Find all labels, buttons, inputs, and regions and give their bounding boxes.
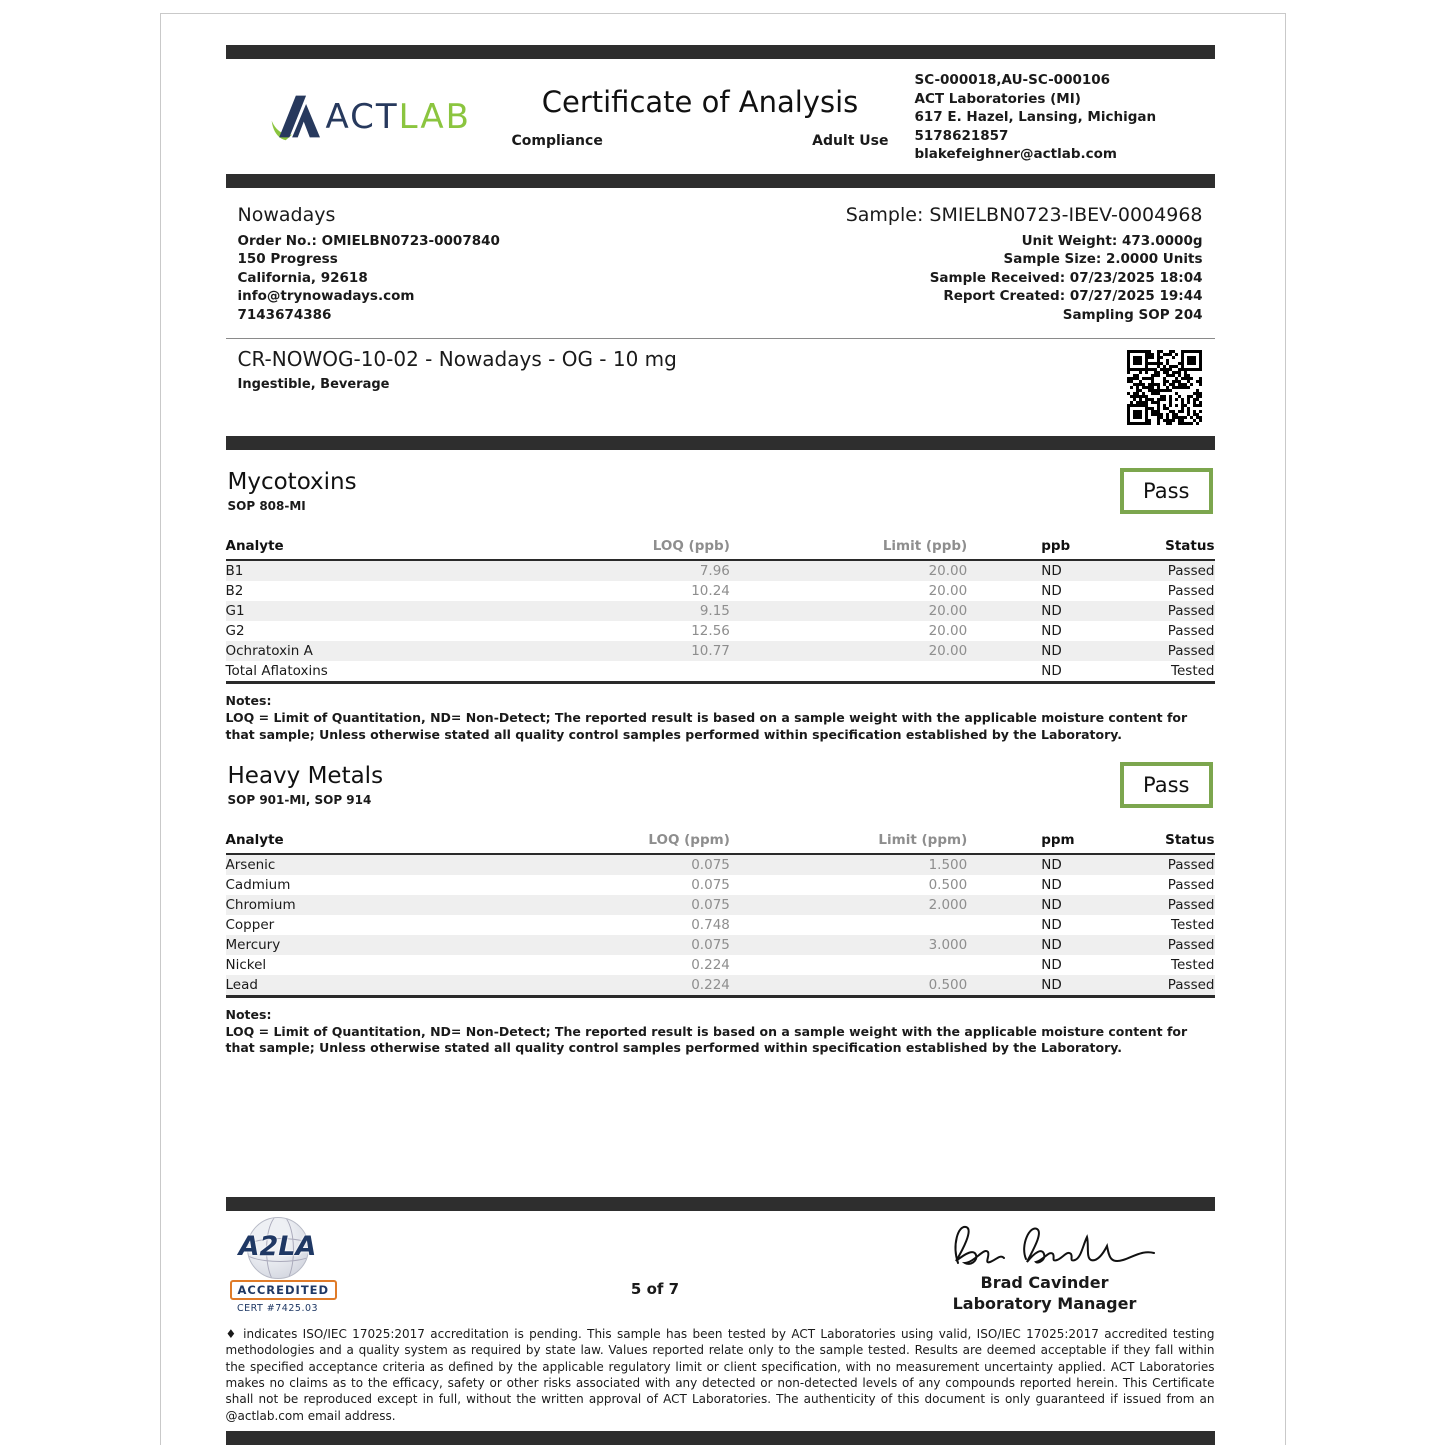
table-row — [226, 621, 1215, 641]
table-cell: 20.00 — [928, 563, 968, 579]
client-name: Nowadays — [237, 203, 336, 226]
mycotoxins-titles — [228, 469, 357, 513]
table-cell: B1 — [225, 563, 244, 579]
mycotoxins-notes — [226, 693, 1215, 744]
signer-name: Brad Cavinder — [980, 1273, 1109, 1293]
heavy-metals-titles — [228, 763, 384, 807]
table-cell: Passed — [1167, 563, 1215, 579]
notes-label: Notes: — [225, 1006, 272, 1022]
signature-image — [930, 1217, 1160, 1273]
table-cell: Chromium — [225, 896, 296, 913]
col-analyte: Analyte — [226, 536, 622, 560]
compliance-label: Compliance — [511, 133, 603, 150]
globe-icon — [230, 1217, 330, 1315]
table-cell: ND — [1041, 643, 1062, 659]
heavy-metals-header — [226, 762, 1215, 808]
info-line: blakefeighner@actlab.com — [914, 146, 1117, 162]
table-cell: ND — [1041, 876, 1062, 893]
info-line: ACT Laboratories (MI) — [914, 90, 1081, 107]
table-cell: ND — [1041, 896, 1062, 913]
table-row — [226, 915, 1215, 935]
actlab-check-icon — [268, 91, 320, 143]
table-cell — [621, 661, 730, 683]
pass-badge: Pass — [1120, 468, 1212, 514]
table-cell — [730, 661, 967, 683]
qr-code — [1126, 349, 1203, 426]
table-cell: ND — [1041, 583, 1062, 599]
sample-block — [846, 204, 1203, 325]
col-analyte: Analyte — [226, 830, 622, 854]
info-line: Order No.: OMIELBN0723-0007840 — [237, 232, 500, 249]
table-cell: ND — [1041, 936, 1062, 953]
table-cell: Tested — [1171, 663, 1215, 679]
mycotoxins-section — [226, 450, 1215, 744]
table-cell: Passed — [1167, 583, 1215, 599]
client-lines — [238, 232, 500, 325]
table-header-row — [226, 830, 1215, 854]
table-cell: Passed — [1167, 876, 1215, 893]
table-cell: Cadmium — [225, 876, 291, 893]
table-cell: 20.00 — [928, 623, 968, 639]
table-cell: ND — [1041, 623, 1062, 639]
client-block — [238, 204, 500, 325]
table-cell: ND — [1041, 956, 1062, 973]
table-cell — [730, 955, 967, 975]
table-cell: 0.500 — [928, 876, 968, 893]
section-sop: SOP 808-MI — [227, 499, 306, 513]
table-cell: 10.24 — [691, 583, 730, 599]
table-cell: 20.00 — [928, 583, 968, 599]
table-cell: Passed — [1167, 623, 1215, 639]
table-cell: 0.075 — [691, 936, 730, 953]
footer-bar — [226, 1197, 1215, 1211]
table-cell: Passed — [1167, 936, 1215, 953]
info-line: SC-000018,AU-SC-000106 — [914, 72, 1111, 88]
pass-badge: Pass — [1120, 762, 1212, 808]
table-cell: Copper — [225, 916, 275, 933]
table-row — [226, 601, 1215, 621]
table-cell: Ochratoxin A — [225, 643, 313, 659]
adult-use-label: Adult Use — [812, 133, 889, 150]
signer-title: Laboratory Manager — [952, 1294, 1137, 1314]
table-cell: Nickel — [225, 956, 267, 973]
table-cell: Tested — [1171, 956, 1215, 973]
table-cell: 0.500 — [928, 976, 968, 993]
signature-block — [875, 1217, 1215, 1313]
info-line: 150 Progress — [237, 251, 338, 267]
col-status: Status — [1086, 830, 1215, 854]
table-row — [226, 875, 1215, 895]
table-cell: B2 — [225, 583, 244, 599]
sample-title: Sample: SMIELBN0723-IBEV-0004968 — [845, 203, 1203, 226]
table-cell: 9.15 — [699, 603, 730, 619]
table-row — [226, 581, 1215, 601]
section-title: Mycotoxins — [227, 469, 357, 495]
actlab-logo — [226, 91, 486, 143]
cert-number: CERT #7425.03 — [236, 1303, 319, 1315]
table-row — [226, 854, 1215, 875]
table-cell: G2 — [225, 623, 245, 639]
product-section — [226, 339, 1215, 436]
table-cell — [730, 915, 967, 935]
col-unit: ppm — [967, 830, 1086, 854]
table-row — [226, 560, 1215, 581]
info-line: Sampling SOP 204 — [1062, 306, 1203, 323]
info-line: 617 E. Hazel, Lansing, Michigan — [914, 109, 1157, 125]
section-title: Heavy Metals — [227, 762, 384, 789]
top-bar — [226, 45, 1215, 59]
table-row — [226, 895, 1215, 915]
title-subrow — [506, 133, 895, 149]
info-line: California, 92618 — [237, 269, 368, 286]
table-cell: Tested — [1171, 916, 1215, 933]
page-number-wrap — [436, 1279, 875, 1314]
table-cell: 0.224 — [691, 956, 730, 973]
lab-info-block — [915, 71, 1215, 164]
table-cell: ND — [1041, 603, 1062, 619]
mycotoxins-table — [226, 536, 1215, 684]
table-cell: 20.00 — [928, 603, 968, 619]
table-cell: ND — [1041, 663, 1062, 679]
mycotoxins-header — [226, 468, 1215, 514]
section-sop: SOP 901-MI, SOP 914 — [227, 792, 372, 807]
sample-lines — [846, 232, 1203, 325]
table-cell: 1.500 — [928, 856, 968, 873]
logo-text-lab: LAB — [398, 97, 471, 138]
col-loq: LOQ (ppb) — [621, 536, 730, 560]
col-limit: Limit (ppb) — [730, 536, 967, 560]
table-cell: ND — [1041, 916, 1062, 933]
info-line: Sample Received: 07/23/2025 18:04 — [929, 269, 1203, 286]
a2la-mark: A2LA — [238, 1231, 317, 1263]
table-cell: 0.224 — [691, 976, 730, 993]
product-name: CR-NOWOG-10-02 - Nowadays - OG - 10 mg — [237, 347, 677, 371]
table-cell: 3.000 — [928, 936, 968, 953]
table-cell: 20.00 — [928, 643, 968, 659]
heavy-metals-table — [226, 830, 1215, 998]
table-cell: ND — [1041, 976, 1062, 993]
title-block — [486, 85, 915, 149]
table-cell: Lead — [225, 976, 258, 993]
page-number: 5 of 7 — [630, 1280, 680, 1299]
document-header — [226, 59, 1215, 174]
table-cell: Passed — [1167, 643, 1215, 659]
info-line: Unit Weight: 473.0000g — [1021, 232, 1203, 249]
col-unit: ppb — [967, 536, 1086, 560]
table-cell: G1 — [225, 603, 245, 619]
table-row — [226, 955, 1215, 975]
disclaimer-text: ♦ indicates ISO/IEC 17025:2017 accreditation is pending. This sample has been tested by ACT Laboratories using valid, ISO/IEC 17025:2017 accredited testing methodologies and a quality system as required by state law. Values reported relate only to the sample tested. Results are deemed acceptable if they fall within the specified acceptance criteria as defined by the applicable regulatory limit or client specification, with no measurement uncertainty applied. ACT Laboratories makes no claims as to the efficacy, safety or other risks associated with any detected or non-detected levels of any compounds reported herein. This Certificate shall not be reproduced except in full, without the written approval of ACT Laboratories. The authenticity of this document is only guaranteed if issued from an @actlab.com email address. — [225, 1327, 1215, 1423]
table-cell: 0.075 — [691, 876, 730, 893]
notes-label: Notes: — [225, 693, 272, 708]
table-cell: 10.77 — [691, 643, 730, 659]
info-line: info@trynowadays.com — [237, 288, 415, 304]
footer-section — [226, 1211, 1215, 1318]
header-divider-bar — [226, 174, 1215, 188]
info-line: 7143674386 — [237, 306, 332, 323]
col-limit: Limit (ppm) — [730, 830, 967, 854]
table-cell: Passed — [1167, 603, 1215, 619]
table-header-row — [226, 536, 1215, 560]
table-row — [226, 975, 1215, 997]
table-cell: Passed — [1167, 896, 1215, 913]
info-section — [226, 188, 1215, 335]
table-cell: Total Aflatoxins — [225, 663, 328, 679]
heavy-metals-notes — [226, 1007, 1215, 1058]
table-cell: ND — [1041, 563, 1062, 579]
col-status: Status — [1086, 536, 1215, 560]
table-row — [226, 641, 1215, 661]
table-cell: 12.56 — [691, 623, 730, 639]
empty-space — [226, 1057, 1215, 1197]
table-cell: 2.000 — [928, 896, 968, 913]
info-line: 5178621857 — [914, 127, 1009, 144]
product-type: Ingestible, Beverage — [237, 377, 390, 392]
logo-text-act: ACT — [325, 97, 399, 138]
table-row — [226, 661, 1215, 683]
table-cell: 7.96 — [699, 563, 730, 579]
accredited-badge: ACCREDITED — [230, 1280, 338, 1300]
heavy-metals-section — [226, 744, 1215, 1058]
document-page — [160, 13, 1286, 1445]
info-line: Sample Size: 2.0000 Units — [1003, 251, 1203, 267]
info-line: Report Created: 07/27/2025 19:44 — [943, 288, 1203, 304]
section-divider-bar — [226, 436, 1215, 450]
table-row — [226, 935, 1215, 955]
product-text — [238, 347, 677, 426]
col-loq: LOQ (ppm) — [621, 830, 730, 854]
bottom-bar — [226, 1431, 1215, 1445]
table-cell: Arsenic — [225, 856, 276, 873]
table-cell: Mercury — [225, 936, 281, 953]
table-cell: ND — [1041, 856, 1062, 873]
coa-title: Certificate of Analysis — [541, 85, 859, 120]
table-cell: 0.075 — [691, 856, 730, 873]
table-cell: Passed — [1167, 856, 1215, 873]
a2la-accreditation-logo — [226, 1217, 436, 1314]
table-cell: Passed — [1167, 976, 1215, 993]
table-cell: 0.075 — [691, 896, 730, 913]
logo-text — [326, 97, 471, 137]
notes-text: LOQ = Limit of Quantitation, ND= Non-Detect; The reported result is based on a sample weight with the applicable moisture content for that sample; Unless otherwise stated all quality control samples performed within specification established by the Laboratory. — [225, 709, 1188, 742]
notes-text: LOQ = Limit of Quantitation, ND= Non-Detect; The reported result is based on a sample weight with the applicable moisture content for that sample; Unless otherwise stated all quality control samples performed within specification established by the Laboratory. — [225, 1023, 1188, 1056]
table-cell: 0.748 — [691, 916, 730, 933]
